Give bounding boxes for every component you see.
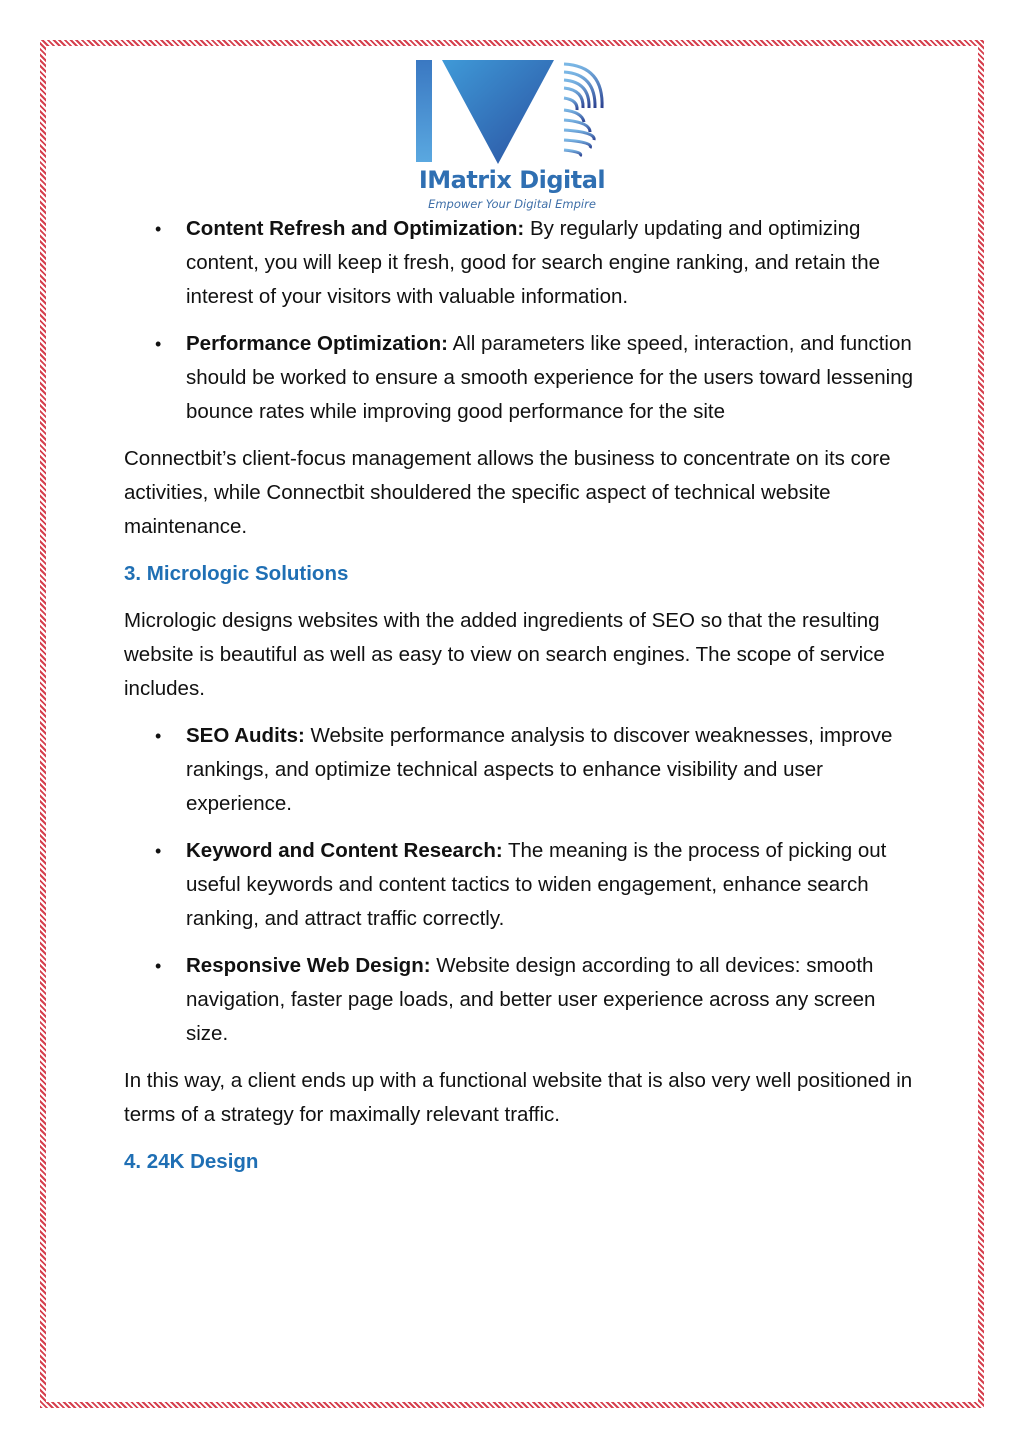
list-item-text: The meaning is the process of picking out useful keywords and content tactics to widen engagement, enhance search ranking, and attract traffic correctly.	[186, 839, 887, 930]
bullet-dot-icon: •	[155, 334, 162, 354]
bullet-list-services	[124, 719, 914, 1051]
bullet-dot-icon: •	[155, 219, 162, 239]
company-logo	[414, 58, 610, 212]
list-item	[155, 949, 914, 1051]
list-item-text: Website performance analysis to discover weaknesses, improve rankings, and optimize technical aspects to enhance visibility and user experience.	[186, 724, 893, 815]
imatrix-logo-icon	[414, 58, 610, 168]
bullet-dot-icon: •	[155, 726, 162, 746]
logo-tagline: Empower Your Digital Empire	[428, 197, 596, 211]
list-item-term: Keyword and Content Research:	[186, 839, 503, 862]
list-item-text: Website design according to all devices: smooth navigation, faster page loads, and better user experience across any screen size.	[186, 954, 876, 1045]
section-heading-24k-design: 4. 24K Design	[124, 1150, 259, 1173]
bullet-dot-icon: •	[155, 956, 162, 976]
list-item	[155, 327, 914, 429]
list-item-term: Responsive Web Design:	[186, 954, 431, 977]
list-item	[155, 212, 914, 314]
paragraph-connectbit: Connectbit’s client-focus management allows the business to concentrate on its core activities, while Connectbit shouldered the specific aspect of technical website maintenance.	[124, 447, 891, 538]
paragraph-micrologic: Micrologic designs websites with the added ingredients of SEO so that the resulting website is beautiful as well as easy to view on search engines. The scope of service includes.	[124, 609, 885, 700]
paragraph-conclusion: In this way, a client ends up with a functional website that is also very well positioned in terms of a strategy for maximally relevant traffic.	[124, 1069, 913, 1126]
section-heading-micrologic: 3. Micrologic Solutions	[124, 562, 349, 585]
document-body	[124, 212, 914, 1192]
list-item-text: All parameters like speed, interaction, and function should be worked to ensure a smooth experience for the users toward lessening bounce rates while improving good performance for the site	[186, 332, 914, 423]
list-item-term: Performance Optimization:	[186, 332, 448, 355]
list-item	[155, 719, 914, 821]
logo-wordmark: IMatrix Digital	[418, 166, 606, 194]
bullet-list-maintenance	[124, 212, 914, 429]
list-item-text: By regularly updating and optimizing content, you will keep it fresh, good for search engine ranking, and retain the interest of your visitors with valuable information.	[186, 217, 881, 308]
list-item	[155, 834, 914, 936]
list-item-term: Content Refresh and Optimization:	[186, 217, 525, 240]
list-item-term: SEO Audits:	[186, 724, 305, 747]
bullet-dot-icon: •	[155, 841, 162, 861]
